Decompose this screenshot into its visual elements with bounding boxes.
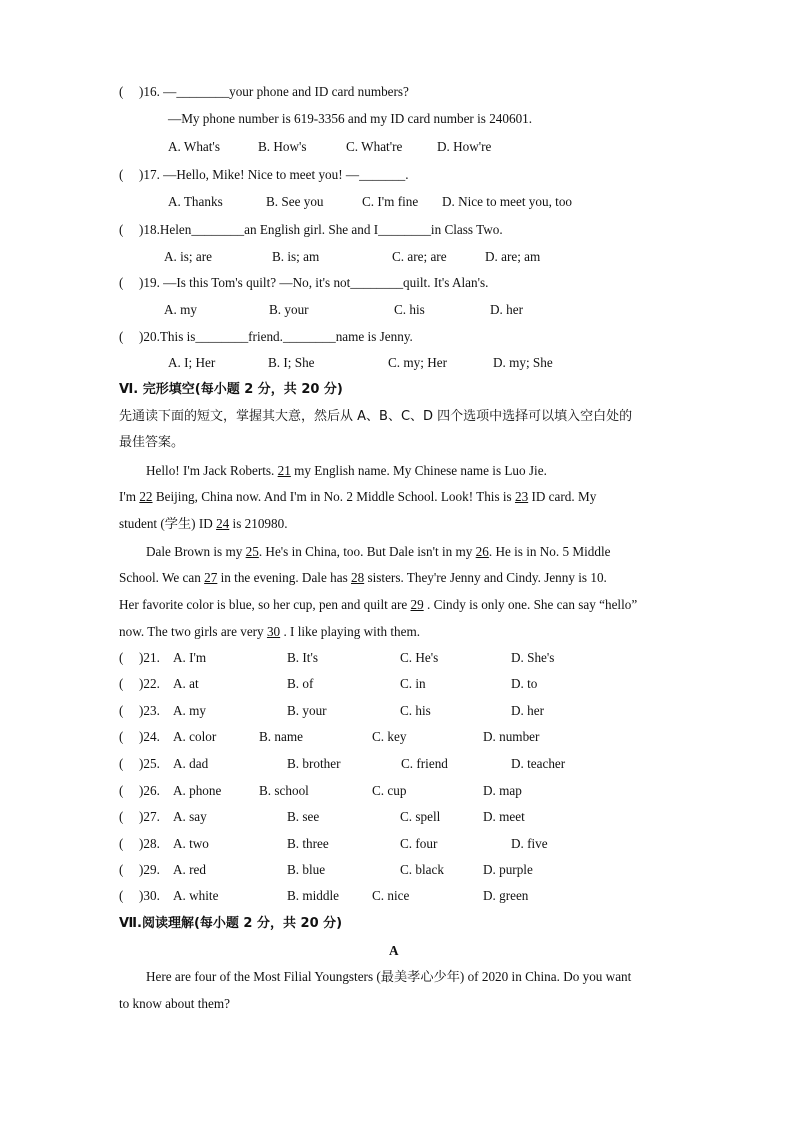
answer-paren[interactable]: ( xyxy=(119,329,124,344)
question-number: )21. xyxy=(139,650,160,665)
option-c: C. four xyxy=(400,836,438,851)
cloze-row xyxy=(0,726,794,748)
question-18 xyxy=(0,219,794,241)
answer-paren[interactable]: ( xyxy=(119,783,124,798)
option-a: A. I'm xyxy=(173,650,207,665)
passage-line-3 xyxy=(0,513,794,535)
option-b: B. of xyxy=(287,676,314,691)
question-17 xyxy=(0,164,794,186)
answer-paren[interactable]: ( xyxy=(119,862,124,877)
question-stem: )17. —Hello, Mike! Nice to meet you! —_______. xyxy=(139,167,409,182)
answer-paren[interactable]: ( xyxy=(119,167,124,182)
dialogue-line: —My phone number is 619-3356 and my ID card number is 240601. xyxy=(168,111,533,126)
instruction-line: 最佳答案。 xyxy=(119,435,185,450)
option-c: C. black xyxy=(400,862,444,877)
option-a: A. phone xyxy=(173,783,222,798)
option-a: A. my xyxy=(164,302,197,317)
option-c: C. What're xyxy=(346,139,403,154)
text-run: . He's in China, too. But Dale isn't in my xyxy=(258,544,476,559)
option-b: B. three xyxy=(287,836,329,851)
option-a: A. two xyxy=(173,836,209,851)
passage-text xyxy=(119,513,288,535)
option-d: D. are; am xyxy=(485,249,541,264)
cloze-row xyxy=(0,647,794,669)
option-a: A. color xyxy=(173,729,217,744)
option-c: C. his xyxy=(394,302,425,317)
option-d: D. my; She xyxy=(493,355,553,370)
passage-line-5 xyxy=(0,567,794,589)
passage-line-1 xyxy=(0,460,794,482)
answer-paren[interactable]: ( xyxy=(119,222,124,237)
text-run: now. The two girls are very xyxy=(119,624,267,639)
option-d: D. map xyxy=(483,783,522,798)
text-run: I'm xyxy=(119,489,140,504)
option-d: D. her xyxy=(490,302,523,317)
option-d: D. teacher xyxy=(511,756,566,771)
text-run: Hello! I'm Jack Roberts. xyxy=(146,463,278,478)
answer-paren[interactable]: ( xyxy=(119,729,124,744)
option-b: B. your xyxy=(269,302,309,317)
option-c: C. He's xyxy=(400,650,439,665)
instruction-line: 先通读下面的短文，掌握其大意，然后从 A、B、C、D 四个选项中选择可以填入空白处的 xyxy=(119,409,633,424)
option-d: D. five xyxy=(511,836,548,851)
question-number: )29. xyxy=(139,862,160,877)
question-18-options xyxy=(0,246,794,268)
blank-24: 24 xyxy=(216,516,230,531)
question-stem: )20.This is________friend.________name is Jenny. xyxy=(139,329,413,344)
text-run: my English name. My Chinese name is Luo Jie. xyxy=(290,463,547,478)
answer-paren[interactable]: ( xyxy=(119,676,124,691)
question-16 xyxy=(0,81,794,103)
section-6-heading xyxy=(0,379,794,401)
cloze-row xyxy=(0,753,794,775)
section-6-instructions-cont xyxy=(0,432,794,454)
question-19-options xyxy=(0,299,794,321)
text-run: . He is in No. 5 Middle xyxy=(488,544,611,559)
section-title: Ⅶ.阅读理解(每小题 2 分，共 20 分) xyxy=(119,916,343,931)
option-b: B. school xyxy=(259,783,309,798)
option-b: B. is; am xyxy=(272,249,320,264)
question-stem: )16. —________your phone and ID card numbers? xyxy=(139,84,409,99)
text-run: Dale Brown is my xyxy=(146,544,246,559)
question-number: )26. xyxy=(139,783,160,798)
option-c: C. are; are xyxy=(392,249,447,264)
option-b: B. How's xyxy=(258,139,307,154)
passage-line-2 xyxy=(0,486,794,508)
option-a: A. my xyxy=(173,703,206,718)
reading-intro-1 xyxy=(0,966,794,988)
option-b: B. brother xyxy=(287,756,341,771)
option-b: B. name xyxy=(259,729,303,744)
option-d: D. How're xyxy=(437,139,492,154)
option-a: A. say xyxy=(173,809,207,824)
question-20-options xyxy=(0,352,794,374)
option-c: C. key xyxy=(372,729,407,744)
passage-text xyxy=(146,541,610,563)
text-run: . I like playing with them. xyxy=(280,624,421,639)
section-6-instructions xyxy=(0,406,794,428)
text-run: in the evening. Dale has xyxy=(217,570,351,585)
cloze-row xyxy=(0,859,794,881)
option-a: A. white xyxy=(173,888,219,903)
option-b: B. middle xyxy=(287,888,340,903)
question-19 xyxy=(0,272,794,294)
answer-paren[interactable]: ( xyxy=(119,703,124,718)
option-d: D. to xyxy=(511,676,538,691)
option-c: C. nice xyxy=(372,888,410,903)
option-c: C. I'm fine xyxy=(362,194,419,209)
cloze-row xyxy=(0,806,794,828)
question-number: )24. xyxy=(139,729,160,744)
cloze-row xyxy=(0,885,794,907)
section-7-heading xyxy=(0,913,794,935)
question-number: )27. xyxy=(139,809,160,824)
blank-22: 22 xyxy=(139,489,153,504)
option-c: C. his xyxy=(400,703,431,718)
question-number: )30. xyxy=(139,888,160,903)
question-20 xyxy=(0,326,794,348)
blank-25: 25 xyxy=(245,544,259,559)
passage-line-7 xyxy=(0,621,794,643)
answer-paren[interactable]: ( xyxy=(119,756,124,771)
option-c: C. in xyxy=(400,676,426,691)
option-d: D. Nice to meet you, too xyxy=(442,194,573,209)
cloze-row xyxy=(0,780,794,802)
passage-text xyxy=(119,486,596,508)
option-c: C. my; Her xyxy=(388,355,447,370)
option-d: D. her xyxy=(511,703,544,718)
passage-line-4 xyxy=(0,541,794,563)
cloze-row xyxy=(0,700,794,722)
answer-paren[interactable]: ( xyxy=(119,275,124,290)
question-stem: )18.Helen________an English girl. She and I________in Class Two. xyxy=(139,222,503,237)
answer-paren[interactable]: ( xyxy=(119,650,124,665)
option-b: B. I; She xyxy=(268,355,315,370)
option-b: B. see xyxy=(287,809,320,824)
option-d: D. She's xyxy=(511,650,555,665)
text-run: is 210980. xyxy=(229,516,288,531)
text-run: Beijing, China now. And I'm in No. 2 Middle School. Look! This is xyxy=(152,489,515,504)
answer-paren[interactable]: ( xyxy=(119,809,124,824)
option-a: A. Thanks xyxy=(168,194,223,209)
option-d: D. green xyxy=(483,888,529,903)
option-b: B. It's xyxy=(287,650,318,665)
option-a: A. What's xyxy=(168,139,220,154)
blank-30: 30 xyxy=(266,624,281,639)
question-17-options xyxy=(0,191,794,213)
passage-text xyxy=(119,567,607,589)
question-number: )22. xyxy=(139,676,160,691)
option-a: A. at xyxy=(173,676,199,691)
answer-paren[interactable]: ( xyxy=(119,84,124,99)
option-c: C. spell xyxy=(400,809,441,824)
part-letter: A xyxy=(389,943,399,958)
text-run: sisters. They're Jenny and Cindy. Jenny is 10. xyxy=(364,570,607,585)
blank-26: 26 xyxy=(475,544,489,559)
passage-text xyxy=(119,594,637,616)
blank-23: 23 xyxy=(514,489,529,504)
option-d: D. meet xyxy=(483,809,525,824)
option-a: A. red xyxy=(173,862,206,877)
answer-paren[interactable]: ( xyxy=(119,836,124,851)
reading-text: Here are four of the Most Filial Youngsters (最美孝心少年) of 2020 in China. Do you want xyxy=(146,969,632,984)
blank-21: 21 xyxy=(277,463,291,478)
option-a: A. dad xyxy=(173,756,209,771)
passage-text xyxy=(119,621,420,643)
question-stem: )19. —Is this Tom's quilt? —No, it's not________quilt. It's Alan's. xyxy=(139,275,489,290)
blank-27: 27 xyxy=(204,570,218,585)
section-title: Ⅵ. 完形填空(每小题 2 分，共 20 分) xyxy=(119,382,343,397)
cloze-row xyxy=(0,673,794,695)
option-b: B. blue xyxy=(287,862,326,877)
option-c: C. friend xyxy=(401,756,448,771)
question-number: )28. xyxy=(139,836,160,851)
question-16-response xyxy=(0,108,794,130)
question-number: )23. xyxy=(139,703,160,718)
text-run: School. We can xyxy=(119,570,205,585)
option-b: B. your xyxy=(287,703,327,718)
option-b: B. See you xyxy=(266,194,324,209)
option-a: A. is; are xyxy=(164,249,212,264)
reading-text: to know about them? xyxy=(119,996,230,1011)
question-number: )25. xyxy=(139,756,160,771)
passage-text xyxy=(146,460,547,482)
passage-line-6 xyxy=(0,594,794,616)
text-run: Her favorite color is blue, so her cup, pen and quilt are xyxy=(119,597,411,612)
option-c: C. cup xyxy=(372,783,407,798)
text-run: . Cindy is only one. She can say “hello” xyxy=(423,597,638,612)
cloze-row xyxy=(0,833,794,855)
reading-part-label xyxy=(0,940,794,962)
answer-paren[interactable]: ( xyxy=(119,888,124,903)
option-d: D. number xyxy=(483,729,540,744)
reading-intro-2 xyxy=(0,993,794,1015)
text-run: ID card. My xyxy=(528,489,597,504)
question-16-options xyxy=(0,136,794,158)
option-a: A. I; Her xyxy=(168,355,216,370)
text-run: student (学生) ID xyxy=(119,516,217,531)
blank-28: 28 xyxy=(351,570,365,585)
blank-29: 29 xyxy=(410,597,424,612)
option-d: D. purple xyxy=(483,862,533,877)
